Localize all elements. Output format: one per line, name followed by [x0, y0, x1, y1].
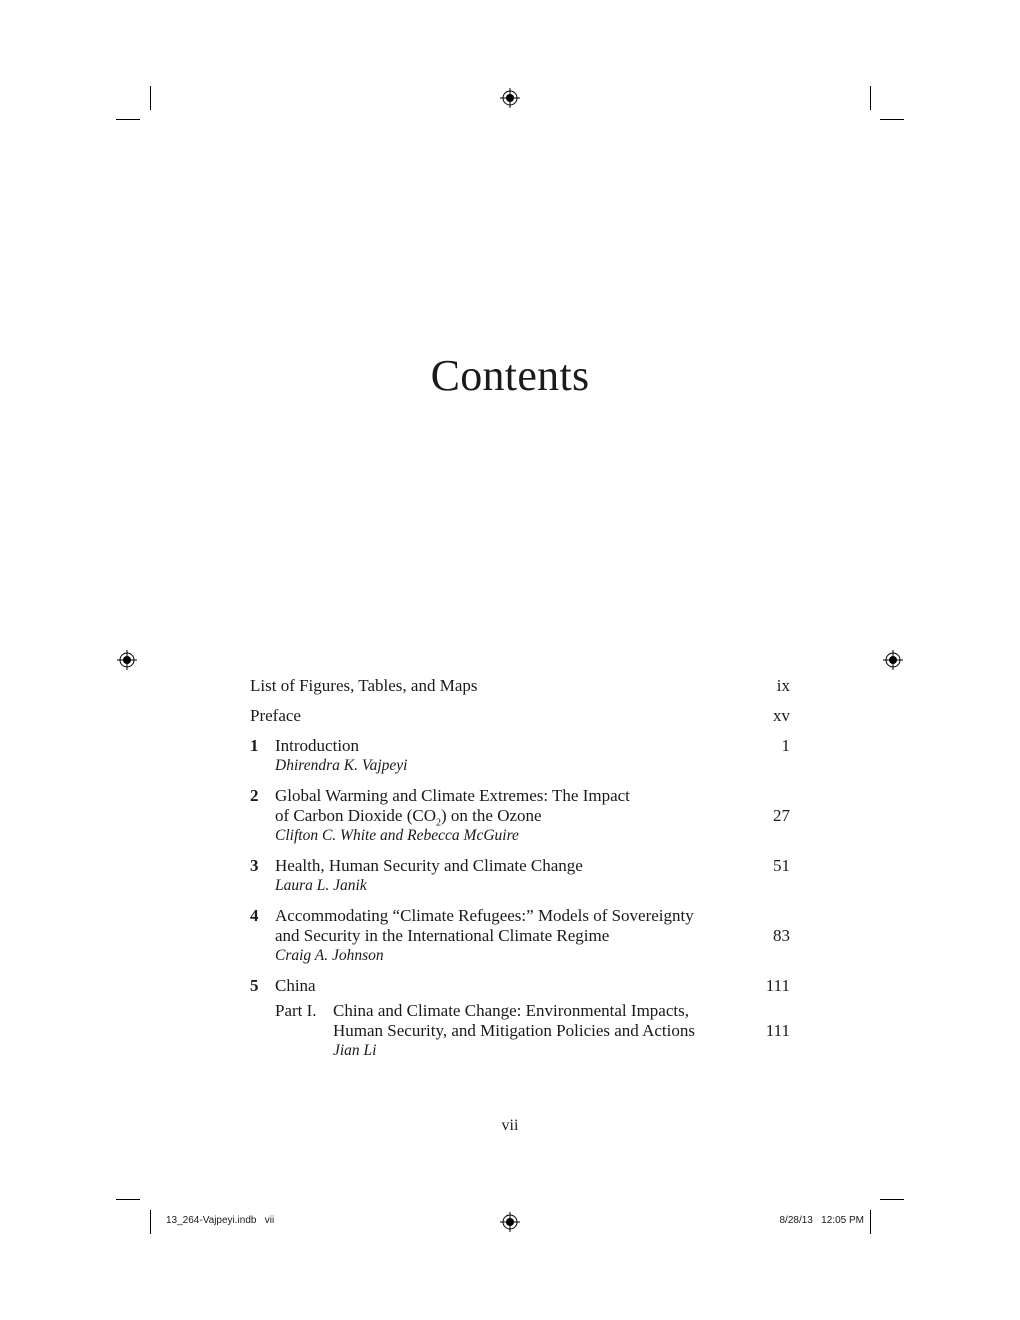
toc-page-number: 27 — [773, 806, 790, 825]
chapter-title-line-2: of Carbon Dioxide $(CO_2)$ on the Ozone — [275, 806, 542, 829]
registration-mark-icon — [117, 650, 137, 670]
chapter-title-line-1: Global Warming and Climate Extremes: The Impact — [275, 786, 630, 805]
toc-entry-figures[interactable] — [250, 676, 790, 696]
chapter-title: Health, Human Security and Climate Change — [275, 856, 583, 875]
toc-page-number: 1 — [781, 736, 790, 755]
chapter-author: Laura L. Janik — [275, 877, 367, 894]
chapter-title: China — [275, 976, 316, 995]
page-folio: vii — [501, 1117, 519, 1134]
toc-page-number: 111 — [765, 1021, 790, 1040]
chapter-number: 2 — [250, 786, 259, 805]
toc-page-number: 111 — [765, 976, 790, 995]
toc-entry-title: Preface — [250, 706, 301, 725]
part-title-line-1: China and Climate Change: Environmental Impacts, — [333, 1001, 689, 1020]
toc-entry-chapter-1[interactable] — [250, 736, 790, 776]
table-of-contents — [250, 676, 790, 1061]
chapter-number: 4 — [250, 906, 259, 925]
toc-entry-preface[interactable] — [250, 706, 790, 726]
crop-mark-bottom-right-h — [880, 1199, 904, 1200]
toc-entry-chapter-5[interactable] — [250, 976, 790, 1061]
chapter-number: 1 — [250, 736, 259, 755]
toc-entry-chapter-3[interactable] — [250, 856, 790, 896]
chapter-title: Introduction — [275, 736, 360, 755]
crop-mark-bottom-left-v — [150, 1210, 151, 1234]
page-title: Contents — [430, 351, 590, 400]
toc-page-number: ix — [776, 676, 790, 695]
chapter-title-line-1: Accommodating “Climate Refugees:” Models of Sovereignty — [275, 906, 694, 925]
registration-mark-icon — [883, 650, 903, 670]
chapter-number: 5 — [250, 976, 259, 995]
toc-page-number: 83 — [773, 926, 790, 945]
part-label: Part I. — [275, 1001, 317, 1020]
registration-mark-icon — [500, 1212, 520, 1232]
slug-right: 8/28/13 12:05 PM — [779, 1215, 864, 1226]
chapter-author: Dhirendra K. Vajpeyi — [275, 757, 408, 774]
toc-entry-chapter-5-part-1[interactable] — [250, 1001, 790, 1061]
toc-entry-chapter-2[interactable] — [250, 786, 790, 846]
toc-page-number: 51 — [773, 856, 790, 875]
toc-entry-chapter-4[interactable] — [250, 906, 790, 966]
crop-mark-top-left-h — [116, 119, 140, 120]
crop-mark-top-right-v — [870, 86, 871, 110]
registration-mark-icon — [500, 88, 520, 108]
chapter-title-line-2: and Security in the International Climate Regime — [275, 926, 610, 945]
toc-entry-title: List of Figures, Tables, and Maps — [250, 676, 478, 695]
chapter-author: Clifton C. White and Rebecca McGuire — [275, 827, 519, 844]
part-author: Jian Li — [333, 1042, 377, 1059]
chapter-number: 3 — [250, 856, 259, 875]
crop-mark-top-left-v — [150, 86, 151, 110]
chapter-author: Craig A. Johnson — [275, 947, 384, 964]
toc-page-number: xv — [773, 706, 790, 725]
crop-mark-top-right-h — [880, 119, 904, 120]
slug-left: 13_264-Vajpeyi.indb vii — [166, 1215, 275, 1226]
crop-mark-bottom-left-h — [116, 1199, 140, 1200]
crop-mark-bottom-right-v — [870, 1210, 871, 1234]
part-title-line-2: Human Security, and Mitigation Policies and Actions — [333, 1021, 695, 1040]
